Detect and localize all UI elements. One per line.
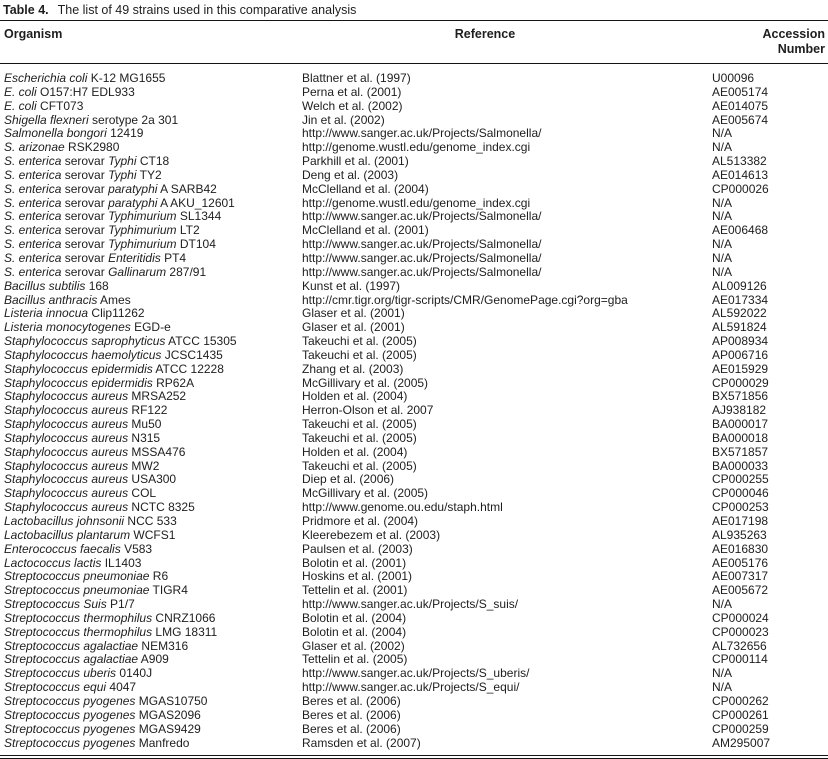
reference-cell: Glaser et al. (2001) bbox=[302, 320, 405, 335]
organism-cell: S. enterica serovar Enteritidis PT4 bbox=[4, 250, 187, 265]
accession-cell: N/A bbox=[712, 597, 733, 612]
table-number-label: Table 4. bbox=[3, 3, 49, 17]
organism-cell: Staphylococcus aureus MRSA252 bbox=[4, 389, 187, 404]
organism-cell: S. enterica serovar Gallinarum 287/91 bbox=[4, 264, 207, 279]
organism-cell: S. arizonae RSK2980 bbox=[4, 140, 120, 155]
reference-cell: Blattner et al. (1997) bbox=[302, 71, 411, 85]
organism-cell: Streptococcus pyogenes MGAS2096 bbox=[4, 707, 201, 722]
reference-cell: http://cmr.tigr.org/tigr-scripts/CMR/GenomePage.cgi?org=gba bbox=[302, 292, 628, 307]
organism-cell: Listeria monocytogenes EGD-e bbox=[4, 320, 171, 335]
reference-cell: Takeuchi et al. (2005) bbox=[302, 334, 417, 349]
organism-cell: Staphylococcus epidermidis RP62A bbox=[4, 375, 195, 390]
accession-cell: N/A bbox=[712, 126, 733, 141]
reference-cell: http://genome.wustl.edu/genome_index.cgi bbox=[302, 195, 531, 210]
table-row bbox=[0, 418, 828, 432]
organism-cell: Staphylococcus aureus RF122 bbox=[4, 403, 168, 418]
table-row bbox=[0, 169, 828, 183]
organism-cell: Streptococcus pyogenes MGAS9429 bbox=[4, 721, 201, 736]
table-row bbox=[0, 446, 828, 460]
table-row bbox=[0, 487, 828, 501]
accession-cell: AE005672 bbox=[712, 583, 769, 598]
organism-cell: Streptococcus Suis P1/7 bbox=[4, 597, 135, 612]
accession-cell: CP000029 bbox=[712, 375, 769, 390]
accession-cell: AE016830 bbox=[712, 541, 769, 556]
reference-cell: Parkhill et al. (2001) bbox=[302, 154, 409, 169]
accession-cell: AL732656 bbox=[712, 638, 767, 653]
organism-cell: E. coli O157:H7 EDL933 bbox=[4, 84, 135, 99]
organism-cell: Streptococcus agalactiae NEM316 bbox=[4, 638, 189, 653]
reference-cell: Herron-Olson et al. 2007 bbox=[302, 403, 434, 418]
organism-cell: S. enterica serovar Typhimurium SL1344 bbox=[4, 209, 222, 224]
organism-cell: Bacillus subtilis 168 bbox=[4, 278, 109, 293]
organism-cell: E. coli CFT073 bbox=[4, 98, 84, 113]
accession-cell: BA000017 bbox=[712, 417, 769, 432]
table-title bbox=[0, 2, 828, 20]
accession-cell: BX571857 bbox=[712, 444, 769, 459]
reference-cell: McGillivary et al. (2005) bbox=[302, 486, 429, 501]
accession-cell: N/A bbox=[712, 140, 733, 155]
organism-cell: Staphylococcus aureus MW2 bbox=[4, 458, 160, 473]
organism-cell: Staphylococcus epidermidis ATCC 12228 bbox=[4, 361, 224, 376]
accession-cell: AE005174 bbox=[712, 84, 769, 99]
reference-cell: Tettelin et al. (2005) bbox=[302, 652, 408, 667]
reference-cell: http://www.sanger.ac.uk/Projects/S_equi/ bbox=[302, 680, 520, 695]
table-row bbox=[0, 515, 828, 529]
organism-cell: S. enterica serovar paratyphi A AKU_12601 bbox=[4, 195, 235, 210]
organism-cell: S. enterica serovar Typhi TY2 bbox=[4, 167, 162, 182]
reference-cell: Perna et al. (2001) bbox=[302, 84, 402, 99]
reference-cell: Holden et al. (2004) bbox=[302, 389, 408, 404]
organism-cell: Staphylococcus aureus MSSA476 bbox=[4, 444, 186, 459]
table-row bbox=[0, 598, 828, 612]
accession-cell: N/A bbox=[712, 250, 733, 265]
organism-cell: Streptococcus equi 4047 bbox=[4, 680, 137, 695]
reference-cell: McClelland et al. (2001) bbox=[302, 223, 429, 238]
reference-cell: Beres et al. (2006) bbox=[302, 707, 401, 722]
table-row bbox=[0, 640, 828, 654]
organism-cell: Streptococcus thermophilus LMG 18311 bbox=[4, 624, 218, 639]
accession-cell: CP000259 bbox=[712, 721, 769, 736]
reference-cell: McGillivary et al. (2005) bbox=[302, 375, 429, 390]
accession-cell: AL009126 bbox=[712, 278, 767, 293]
accession-cell: AJ938182 bbox=[712, 403, 767, 418]
organism-cell: Streptococcus pneumoniae TIGR4 bbox=[4, 583, 188, 598]
accession-cell: AE015929 bbox=[712, 361, 769, 376]
table-row bbox=[0, 612, 828, 626]
organism-cell: S. enterica serovar Typhi CT18 bbox=[4, 154, 170, 169]
table-row bbox=[0, 570, 828, 584]
table-row bbox=[0, 501, 828, 515]
table-row bbox=[0, 294, 828, 308]
table-row bbox=[0, 460, 828, 474]
reference-cell: http://www.sanger.ac.uk/Projects/S_suis/ bbox=[302, 597, 519, 612]
table-row bbox=[0, 681, 828, 695]
table-row bbox=[0, 238, 828, 252]
reference-cell: Paulsen et al. (2003) bbox=[302, 541, 413, 556]
column-header-organism: Organism bbox=[4, 27, 63, 41]
organism-cell: Staphylococcus aureus NCTC 8325 bbox=[4, 500, 195, 515]
table-row bbox=[0, 349, 828, 363]
organism-cell: Staphylococcus aureus COL bbox=[4, 486, 157, 501]
accession-cell: CP000255 bbox=[712, 472, 769, 487]
reference-cell: http://www.sanger.ac.uk/Projects/S_uberis/ bbox=[302, 666, 530, 681]
organism-cell: Staphylococcus aureus USA300 bbox=[4, 472, 177, 487]
header-rule bbox=[0, 63, 828, 64]
reference-cell: Deng et al. (2003) bbox=[302, 167, 399, 182]
table-row bbox=[0, 695, 828, 709]
reference-cell: Ramsden et al. (2007) bbox=[302, 735, 421, 750]
table-row bbox=[0, 72, 828, 86]
table-row bbox=[0, 224, 828, 238]
accession-cell: BA000018 bbox=[712, 430, 769, 445]
table-row bbox=[0, 473, 828, 487]
table-row bbox=[0, 667, 828, 681]
accession-cell: AE006468 bbox=[712, 223, 769, 238]
accession-cell: AE014075 bbox=[712, 98, 769, 113]
organism-cell: Lactobacillus johnsonii NCC 533 bbox=[4, 514, 177, 528]
organism-cell: Streptococcus pyogenes Manfredo bbox=[4, 735, 190, 750]
accession-cell: CP000023 bbox=[712, 624, 769, 639]
organism-cell: Staphylococcus aureus Mu50 bbox=[4, 417, 162, 432]
table-row bbox=[0, 86, 828, 100]
accession-cell: AP006716 bbox=[712, 347, 769, 362]
reference-cell: Takeuchi et al. (2005) bbox=[302, 430, 417, 445]
organism-cell: S. enterica serovar Typhimurium DT104 bbox=[4, 237, 216, 252]
table-row bbox=[0, 155, 828, 169]
reference-cell: Holden et al. (2004) bbox=[302, 444, 408, 459]
table-row bbox=[0, 737, 828, 751]
table-row bbox=[0, 543, 828, 557]
reference-cell: Tettelin et al. (2001) bbox=[302, 583, 408, 598]
table-body bbox=[0, 72, 828, 750]
table-row bbox=[0, 266, 828, 280]
table-row bbox=[0, 390, 828, 404]
accession-cell: CP000114 bbox=[712, 652, 768, 667]
table-row bbox=[0, 584, 828, 598]
reference-cell: Takeuchi et al. (2005) bbox=[302, 417, 417, 432]
reference-cell: Beres et al. (2006) bbox=[302, 693, 401, 708]
accession-cell: AE017198 bbox=[712, 514, 769, 528]
organism-cell: Streptococcus pyogenes MGAS10750 bbox=[4, 693, 208, 708]
organism-cell: Streptococcus pneumoniae R6 bbox=[4, 569, 169, 584]
reference-cell: http://www.sanger.ac.uk/Projects/Salmonella/ bbox=[302, 264, 542, 279]
table-row bbox=[0, 363, 828, 377]
organism-cell: S. enterica serovar Typhimurium LT2 bbox=[4, 223, 200, 238]
table-row bbox=[0, 141, 828, 155]
accession-cell: BA000033 bbox=[712, 458, 769, 473]
organism-cell: Staphylococcus saprophyticus ATCC 15305 bbox=[4, 334, 237, 349]
table-row bbox=[0, 626, 828, 640]
reference-cell: Welch et al. (2002) bbox=[302, 98, 403, 113]
accession-cell: CP000262 bbox=[712, 693, 769, 708]
accession-cell: AP008934 bbox=[712, 334, 769, 349]
organism-cell: Streptococcus agalactiae A909 bbox=[4, 652, 169, 667]
accession-cell: AE014613 bbox=[712, 167, 769, 182]
organism-cell: Salmonella bongori 12419 bbox=[4, 126, 144, 141]
accession-cell: AL513382 bbox=[712, 154, 767, 169]
reference-cell: http://www.sanger.ac.uk/Projects/Salmonella/ bbox=[302, 237, 542, 252]
reference-cell: http://www.sanger.ac.uk/Projects/Salmonella/ bbox=[302, 209, 542, 224]
accession-cell: BX571856 bbox=[712, 389, 769, 404]
table-row bbox=[0, 210, 828, 224]
reference-cell: Takeuchi et al. (2005) bbox=[302, 347, 417, 362]
table-row bbox=[0, 280, 828, 294]
reference-cell: Kleerebezem et al. (2003) bbox=[302, 527, 441, 542]
reference-cell: Zhang et al. (2003) bbox=[302, 361, 404, 376]
reference-cell: http://genome.wustl.edu/genome_index.cgi bbox=[302, 140, 531, 155]
reference-cell: McClelland et al. (2004) bbox=[302, 181, 429, 196]
table-row bbox=[0, 183, 828, 197]
table-caption: The list of 49 strains used in this comparative analysis bbox=[57, 3, 357, 17]
accession-cell: CP000261 bbox=[712, 707, 769, 722]
accession-cell: N/A bbox=[712, 680, 733, 695]
organism-cell: Staphylococcus aureus N315 bbox=[4, 430, 161, 445]
reference-cell: Pridmore et al. (2004) bbox=[302, 514, 419, 528]
organism-cell: Bacillus anthracis Ames bbox=[4, 292, 131, 307]
table-row bbox=[0, 404, 828, 418]
table-row bbox=[0, 252, 828, 266]
organism-cell: Staphylococcus haemolyticus JCSC1435 bbox=[4, 347, 223, 362]
organism-cell: Lactococcus lactis IL1403 bbox=[4, 555, 142, 570]
accession-cell: U00096 bbox=[712, 71, 755, 85]
accession-cell: AL592022 bbox=[712, 306, 767, 321]
reference-cell: http://www.sanger.ac.uk/Projects/Salmonella/ bbox=[302, 250, 542, 265]
accession-cell: AM295007 bbox=[712, 735, 771, 750]
reference-cell: Hoskins et al. (2001) bbox=[302, 569, 413, 584]
reference-cell: Glaser et al. (2002) bbox=[302, 638, 405, 653]
reference-cell: Diep et al. (2006) bbox=[302, 472, 395, 487]
table-row bbox=[0, 723, 828, 737]
organism-cell: Streptococcus uberis 0140J bbox=[4, 666, 153, 681]
accession-cell: N/A bbox=[712, 264, 733, 279]
reference-cell: Takeuchi et al. (2005) bbox=[302, 458, 417, 473]
table-row bbox=[0, 377, 828, 391]
accession-cell: N/A bbox=[712, 209, 733, 224]
reference-cell: Beres et al. (2006) bbox=[302, 721, 401, 736]
table-row bbox=[0, 557, 828, 571]
table-header-row bbox=[0, 21, 828, 63]
accession-cell: AE007317 bbox=[712, 569, 769, 584]
reference-cell: Bolotin et al. (2004) bbox=[302, 624, 407, 639]
accession-cell: AE017334 bbox=[712, 292, 769, 307]
accession-cell: CP000046 bbox=[712, 486, 769, 501]
organism-cell: Streptococcus thermophilus CNRZ1066 bbox=[4, 610, 216, 625]
table-row bbox=[0, 653, 828, 667]
reference-cell: http://www.genome.ou.edu/staph.html bbox=[302, 500, 503, 515]
reference-cell: Bolotin et al. (2004) bbox=[302, 610, 407, 625]
reference-cell: Jin et al. (2002) bbox=[302, 112, 385, 127]
bottom-rule bbox=[0, 755, 828, 759]
table-row bbox=[0, 197, 828, 211]
table-row bbox=[0, 100, 828, 114]
accession-cell: CP000024 bbox=[712, 610, 769, 625]
table-row bbox=[0, 321, 828, 335]
accession-cell: AE005674 bbox=[712, 112, 769, 127]
organism-cell: Listeria innocua Clip11262 bbox=[4, 306, 145, 321]
table-row bbox=[0, 307, 828, 321]
table-row bbox=[0, 709, 828, 723]
organism-cell: Escherichia coli K-12 MG1655 bbox=[4, 71, 166, 85]
organism-cell: Lactobacillus plantarum WCFS1 bbox=[4, 527, 176, 542]
table-row bbox=[0, 127, 828, 141]
organism-cell: Shigella flexneri serotype 2a 301 bbox=[4, 112, 179, 127]
table-row bbox=[0, 114, 828, 128]
table-row bbox=[0, 432, 828, 446]
accession-cell: AL935263 bbox=[712, 527, 767, 542]
accession-cell: N/A bbox=[712, 195, 733, 210]
reference-cell: Kunst et al. (1997) bbox=[302, 278, 401, 293]
column-header-reference: Reference bbox=[454, 27, 516, 41]
accession-cell: N/A bbox=[712, 666, 733, 681]
table-row bbox=[0, 335, 828, 349]
accession-cell: AL591824 bbox=[712, 320, 767, 335]
organism-cell: S. enterica serovar paratyphi A SARB42 bbox=[4, 181, 217, 196]
table-row bbox=[0, 529, 828, 543]
column-header-accession-number: Accession Number bbox=[762, 27, 825, 56]
accession-cell: CP000253 bbox=[712, 500, 769, 515]
accession-cell: N/A bbox=[712, 237, 733, 252]
reference-cell: Glaser et al. (2001) bbox=[302, 306, 405, 321]
reference-cell: http://www.sanger.ac.uk/Projects/Salmonella/ bbox=[302, 126, 542, 141]
accession-cell: AE005176 bbox=[712, 555, 769, 570]
accession-cell: CP000026 bbox=[712, 181, 769, 196]
organism-cell: Enterococcus faecalis V583 bbox=[4, 541, 153, 556]
reference-cell: Bolotin et al. (2001) bbox=[302, 555, 407, 570]
